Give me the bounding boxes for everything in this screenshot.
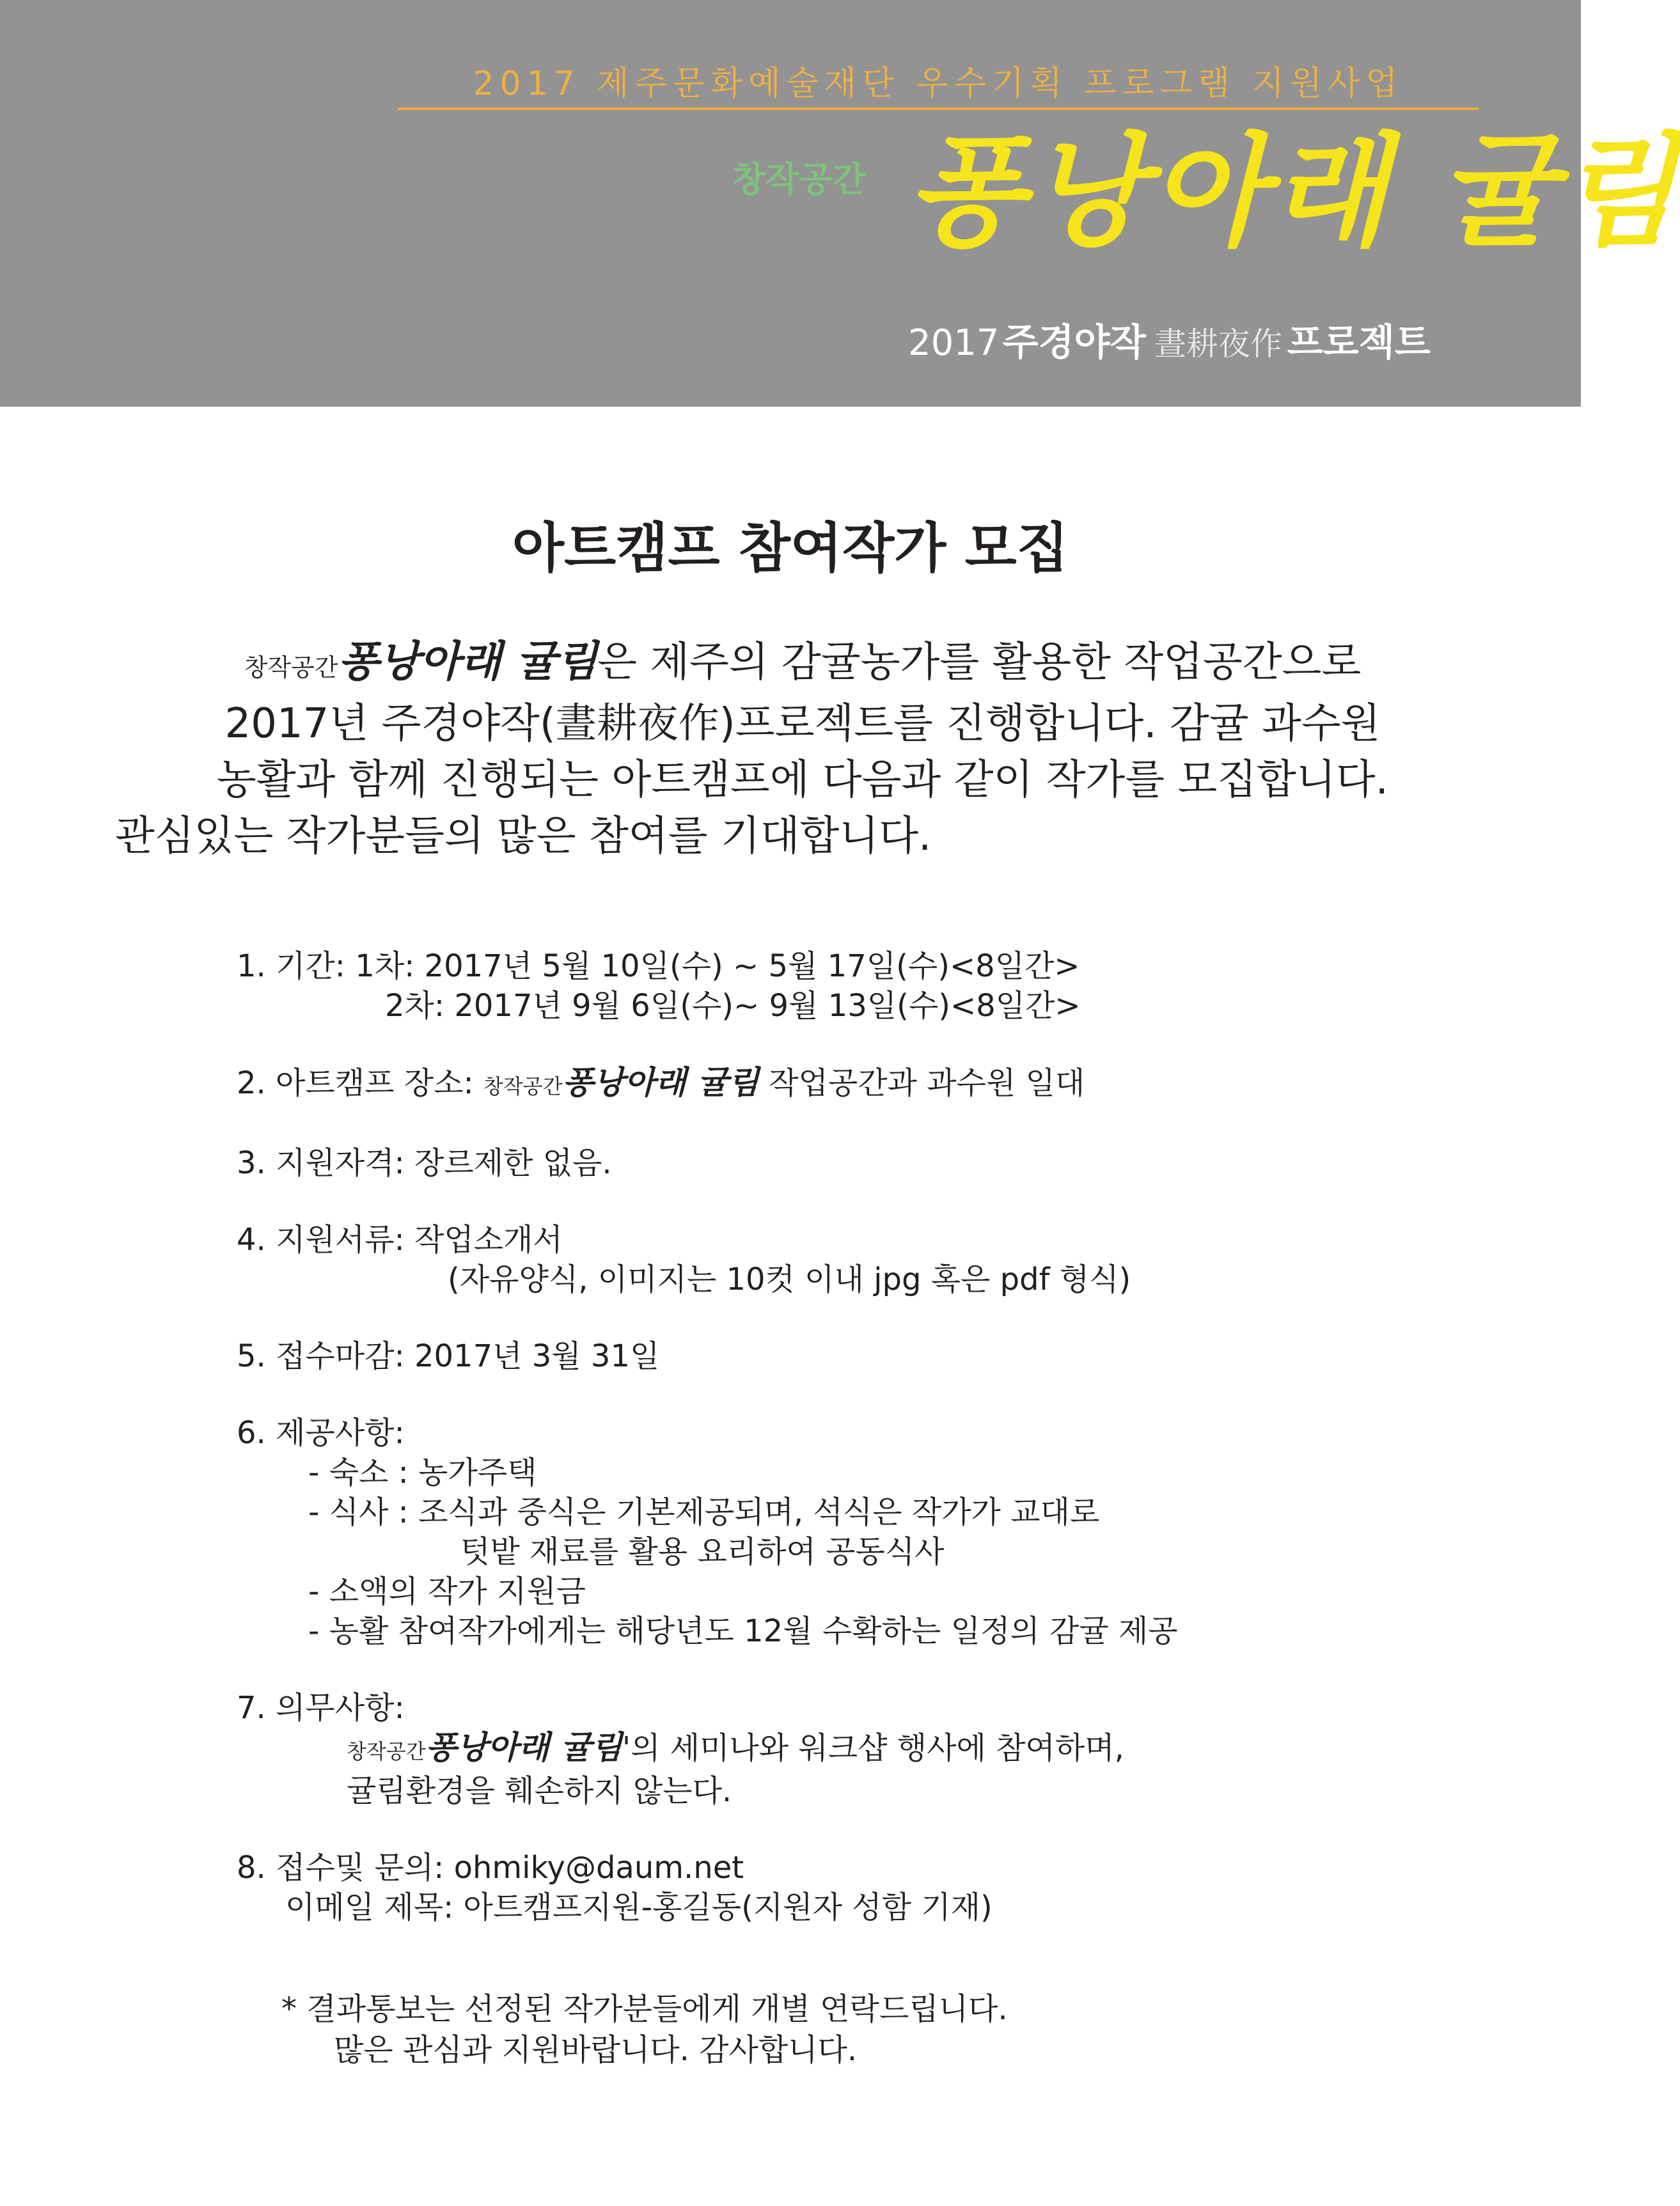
duties-brand-small: 창작공간	[347, 1739, 426, 1764]
duties-label: 7. 의무사항:	[237, 1690, 405, 1726]
duties-line-1-text: '의 세미나와 워크샵 행사에 참여하며,	[622, 1730, 1124, 1766]
place-suffix: 작업공간과 과수원 일대	[758, 1065, 1085, 1101]
closing-note	[281, 1989, 1008, 2070]
documents-label: 4. 지원서류: 작업소개서	[237, 1222, 563, 1258]
program-banner-text: 2017 제주문화예술재단 우수기획 프로그램 지원사업	[473, 65, 1404, 103]
item-place	[237, 1063, 1484, 1106]
period-second: 2차: 2017년 9월 6일(수)~ 9월 13일(수)<8일간>	[385, 988, 1081, 1024]
brand-logo: 퐁낭아래 귤림	[907, 120, 1680, 263]
item-deadline: 5. 접수마감: 2017년 3월 31일	[237, 1338, 660, 1374]
project-suffix: 프로젝트	[1287, 320, 1431, 364]
project-hanja: 晝耕夜作	[1154, 325, 1282, 363]
item-contact	[237, 1848, 1484, 1927]
intro-line-1	[115, 633, 1490, 696]
intro-paragraph	[115, 633, 1490, 864]
recruitment-details	[237, 946, 1484, 1927]
provided-meals: - 식사 : 조식과 중식은 기본제공되며, 석식은 작가가 교대로	[308, 1494, 1100, 1530]
place-brand-small: 창작공간	[483, 1074, 563, 1099]
place-prefix: 2. 아트캠프 장소:	[237, 1065, 483, 1101]
banner-underline	[398, 107, 1479, 110]
item-period	[237, 946, 1484, 1026]
brand-subtitle: 창작공간	[732, 159, 866, 199]
intro-brand-logo: 퐁낭아래 귤림	[338, 636, 598, 686]
duties-line-2: 귤림환경을 훼손하지 않는다.	[347, 1773, 732, 1809]
project-name: 주경야작	[1002, 320, 1146, 364]
provided-tangerines: - 농활 참여작가에게는 해당년도 12월 수확하는 일정의 감귤 제공	[308, 1613, 1178, 1649]
contact-subject: 이메일 제목: 아트캠프지원-홍길동(지원자 성함 기재)	[285, 1889, 993, 1925]
duties-brand-logo: 퐁낭아래 귤림	[425, 1728, 622, 1766]
note-line-1: * 결과통보는 선정된 작가분들에게 개별 연락드립니다.	[281, 1991, 1008, 2027]
provided-stipend: - 소액의 작가 지원금	[308, 1574, 586, 1609]
project-year: 2017	[908, 322, 1000, 364]
note-line-2: 많은 관심과 지원바랍니다. 감사합니다.	[334, 2032, 858, 2068]
intro-line-4: 관심있는 작가분들의 많은 참여를 기대합니다.	[115, 813, 932, 860]
intro-brand-small: 창작공간	[244, 653, 338, 682]
item-duties	[237, 1688, 1484, 1811]
page-title: 아트캠프 참여작가 모집	[512, 517, 1069, 579]
documents-detail: (자유양식, 이미지는 10컷 이내 jpg 혹은 pdf 형식)	[448, 1262, 1131, 1297]
provided-label: 6. 제공사항:	[237, 1415, 405, 1451]
intro-line-2: 2017년 주경야작(晝耕夜作)프로젝트를 진행합니다. 감귤 과수원	[224, 700, 1381, 747]
intro-line-1-text: 은 제주의 감귤농가를 활용한 작업공간으로	[597, 639, 1362, 686]
header-banner	[0, 0, 1680, 407]
place-brand-logo: 퐁낭아래 귤림	[562, 1063, 759, 1101]
item-provided	[237, 1413, 1484, 1651]
item-documents	[237, 1220, 1484, 1299]
item-qualification: 3. 지원자격: 장르제한 없음.	[237, 1145, 612, 1181]
period-first: 1. 기간: 1차: 2017년 5월 10일(수) ~ 5월 17일(수)<8일간>	[237, 948, 1080, 984]
duties-line-1	[237, 1728, 1484, 1771]
project-title	[908, 312, 1431, 366]
provided-lodging: - 숙소 : 농가주택	[308, 1455, 537, 1490]
contact-email: 8. 접수및 문의: ohmiky@daum.net	[237, 1850, 744, 1886]
intro-line-3: 농활과 함께 진행되는 아트캠프에 다음과 같이 작가를 모집합니다.	[217, 756, 1388, 804]
provided-meals-detail: 텃밭 재료를 활용 요리하여 공동식사	[460, 1534, 945, 1570]
